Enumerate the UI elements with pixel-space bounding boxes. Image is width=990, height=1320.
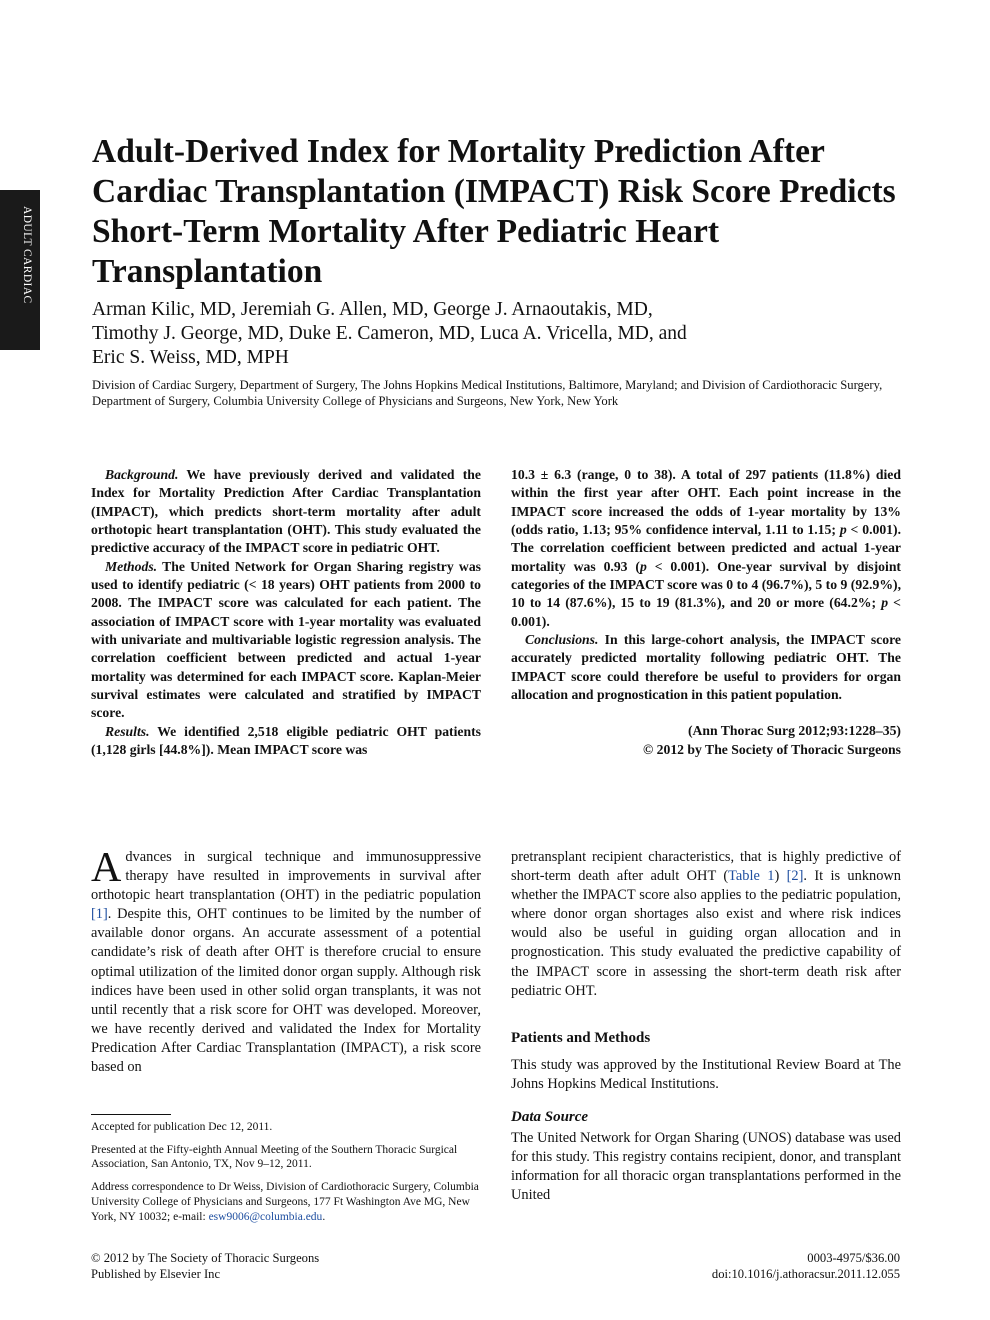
body-left-column <box>91 845 481 1077</box>
accepted-note: Accepted for publication Dec 12, 2011. <box>91 1121 273 1133</box>
author-line: Timothy J. George, MD, Duke E. Cameron, MD, Luca A. Vricella, MD, and <box>92 323 687 344</box>
author-line: Eric S. Weiss, MD, MPH <box>92 347 289 368</box>
abstract-background: Background. We have previously derived and validated the Index for Mortality Prediction After Cardiac Transplantation (IMPACT), which predicts short-term mortality after adult orthotopic heart transplantation (OHT). This study evaluated the predictive accuracy of the IMPACT score in pediatric OHT. <box>91 467 481 556</box>
section-heading: Patients and Methods <box>511 1029 651 1046</box>
journal-citation: (Ann Thorac Surg 2012;93:1228–35) <box>687 723 901 739</box>
table-1-link[interactable]: Table 1 <box>728 868 775 885</box>
abstract-methods-label: Methods. <box>105 558 158 574</box>
abstract-results-continued: 10.3 ± 6.3 (range, 0 to 38). A total of 297 patients (11.8%) died within the first year after OHT. Each point increase in the IMPACT score increased the odds of 1-year mortality by 13% (odds ratio, 1.13; 95% confidence interval, 1.11 to 1.15; p < 0.001). The correlation coefficient between predicted and actual 1-year mortality was 0.93 (p < 0.001). One-year survival by disjoint categories of the IMPACT score was 0 to 4 (96.7%), 5 to 9 (92.9%), 10 to 14 (87.6%), 15 to 19 (81.3%), and 20 or more (64.2%; p < 0.001). <box>511 467 901 629</box>
footer-copyright: © 2012 by The Society of Thoracic Surgeons <box>91 1251 320 1265</box>
footer-publisher: Published by Elsevier Inc <box>91 1267 221 1281</box>
reference-link-1[interactable]: [1] <box>91 906 108 923</box>
author-line: Arman Kilic, MD, Jeremiah G. Allen, MD, George J. Arnaoutakis, MD, <box>92 299 653 320</box>
footer-issn-price: 0003-4975/$36.00 <box>807 1251 900 1265</box>
abstract-results: Results. We identified 2,518 eligible pediatric OHT patients (1,128 girls [44.8%]). Mean IMPACT score was <box>91 723 481 758</box>
drop-cap: A <box>91 845 122 891</box>
abstract-conclusions: Conclusions. In this large-cohort analysis, the IMPACT score accurately predicted mortality following pediatric OHT. The IMPACT score could therefore be useful to providers for organ allocation and prognostication in this patient population. <box>511 632 901 703</box>
intro-paragraph: Advances in surgical technique and immunosuppressive therapy have resulted in improvements in survival after orthotopic heart transplantation (OHT) in the pediatric population [1]. Despite this, OHT continues to be limited by the number of available donor organs. An accurate assessment of a potential candidate’s risk of death after OHT is therefore crucial to ensure optimal utilization of the limited donor organ supply. Although risk indices have been used in other solid organ transplants, it was not until recently that a risk score for OHT was developed. Moreover, we have recently derived and validated the Index for Mortality Predication After Cardiac Transplantation (IMPACT), a risk score based on <box>91 845 481 1076</box>
footnotes <box>91 1120 481 1232</box>
subsection-heading: Data Source <box>511 1109 589 1126</box>
correspondence-note: Address correspondence to Dr Weiss, Division of Cardiothoracic Surgery, Columbia University College of Physicians and Surgeons, 177 Ft Washington Ave MG, New York, NY 10032; e-mail: esw9006@columbia.edu. <box>91 1181 479 1223</box>
data-source-paragraph: The United Network for Organ Sharing (UNOS) database was used for this study. This registry contains recipient, donor, and transplant information for all thoracic organ transplantations performed in the United <box>511 1130 901 1204</box>
footnote-divider <box>91 1114 171 1115</box>
abstract-conclusions-label: Conclusions. <box>525 632 599 648</box>
irb-paragraph: This study was approved by the Institutional Review Board at The Johns Hopkins Medical Institutions. <box>511 1056 901 1092</box>
footer-left <box>91 1250 319 1282</box>
body-right-column <box>511 848 901 1206</box>
abstract-results-label: Results. <box>105 723 150 739</box>
abstract-methods: Methods. The United Network for Organ Sharing registry was used to identify pediatric (< 18 years) OHT patients from 2000 to 2008. The IMPACT score was calculated for each patient. The association of IMPACT score with 1-year mortality was evaluated with univariate and multivariable logistic regression analysis. The correlation coefficient between predicted and actual 1-year mortality was determined for each IMPACT score. Kaplan-Meier survival estimates were calculated and stratified by IMPACT score. <box>91 558 481 721</box>
article-title: Adult-Derived Index for Mortality Prediction After Cardiac Transplantation (IMPACT) Risk Score Predicts Short-Term Mortality After Pediatric Heart Transplantation <box>92 133 896 290</box>
intro-continued: pretransplant recipient characteristics, that is highly predictive of short-term death after adult OHT (Table 1) [2]. It is unknown whether the IMPACT score also applies to the pediatric population, where donor organ shortages also exist and where risk indices would also be useful in guiding organ allocation and in prognostication. This study evaluated the predictive capability of the IMPACT score in assessing the short-term death risk after pediatric OHT. <box>511 849 901 999</box>
footer-doi: doi:10.1016/j.athoracsur.2011.12.055 <box>711 1267 900 1281</box>
abstract-right-column <box>511 466 901 759</box>
abstract-background-label: Background. <box>105 467 179 482</box>
abstract-copyright: © 2012 by The Society of Thoracic Surgeons <box>642 741 901 757</box>
footer-right <box>600 1250 900 1282</box>
abstract-left-column <box>91 466 481 760</box>
email-link[interactable]: esw9006@columbia.edu <box>208 1210 323 1223</box>
affiliation: Division of Cardiac Surgery, Department of Surgery, The Johns Hopkins Medical Institutions, Baltimore, Maryland; and Division of Cardiothoracic Surgery, Department of Surgery, Columbia University College of Physicians and Surgeons, New York, New York <box>92 378 883 408</box>
presented-note: Presented at the Fifty-eighth Annual Meeting of the Southern Thoracic Surgical Association, San Antonio, TX, Nov 9–12, 2011. <box>91 1143 458 1171</box>
author-list <box>92 298 892 370</box>
citation <box>511 722 901 759</box>
section-side-tab-label: ADULT CARDIAC <box>21 206 33 304</box>
section-side-tab <box>0 190 40 350</box>
reference-link-2[interactable]: [2] <box>786 868 804 885</box>
